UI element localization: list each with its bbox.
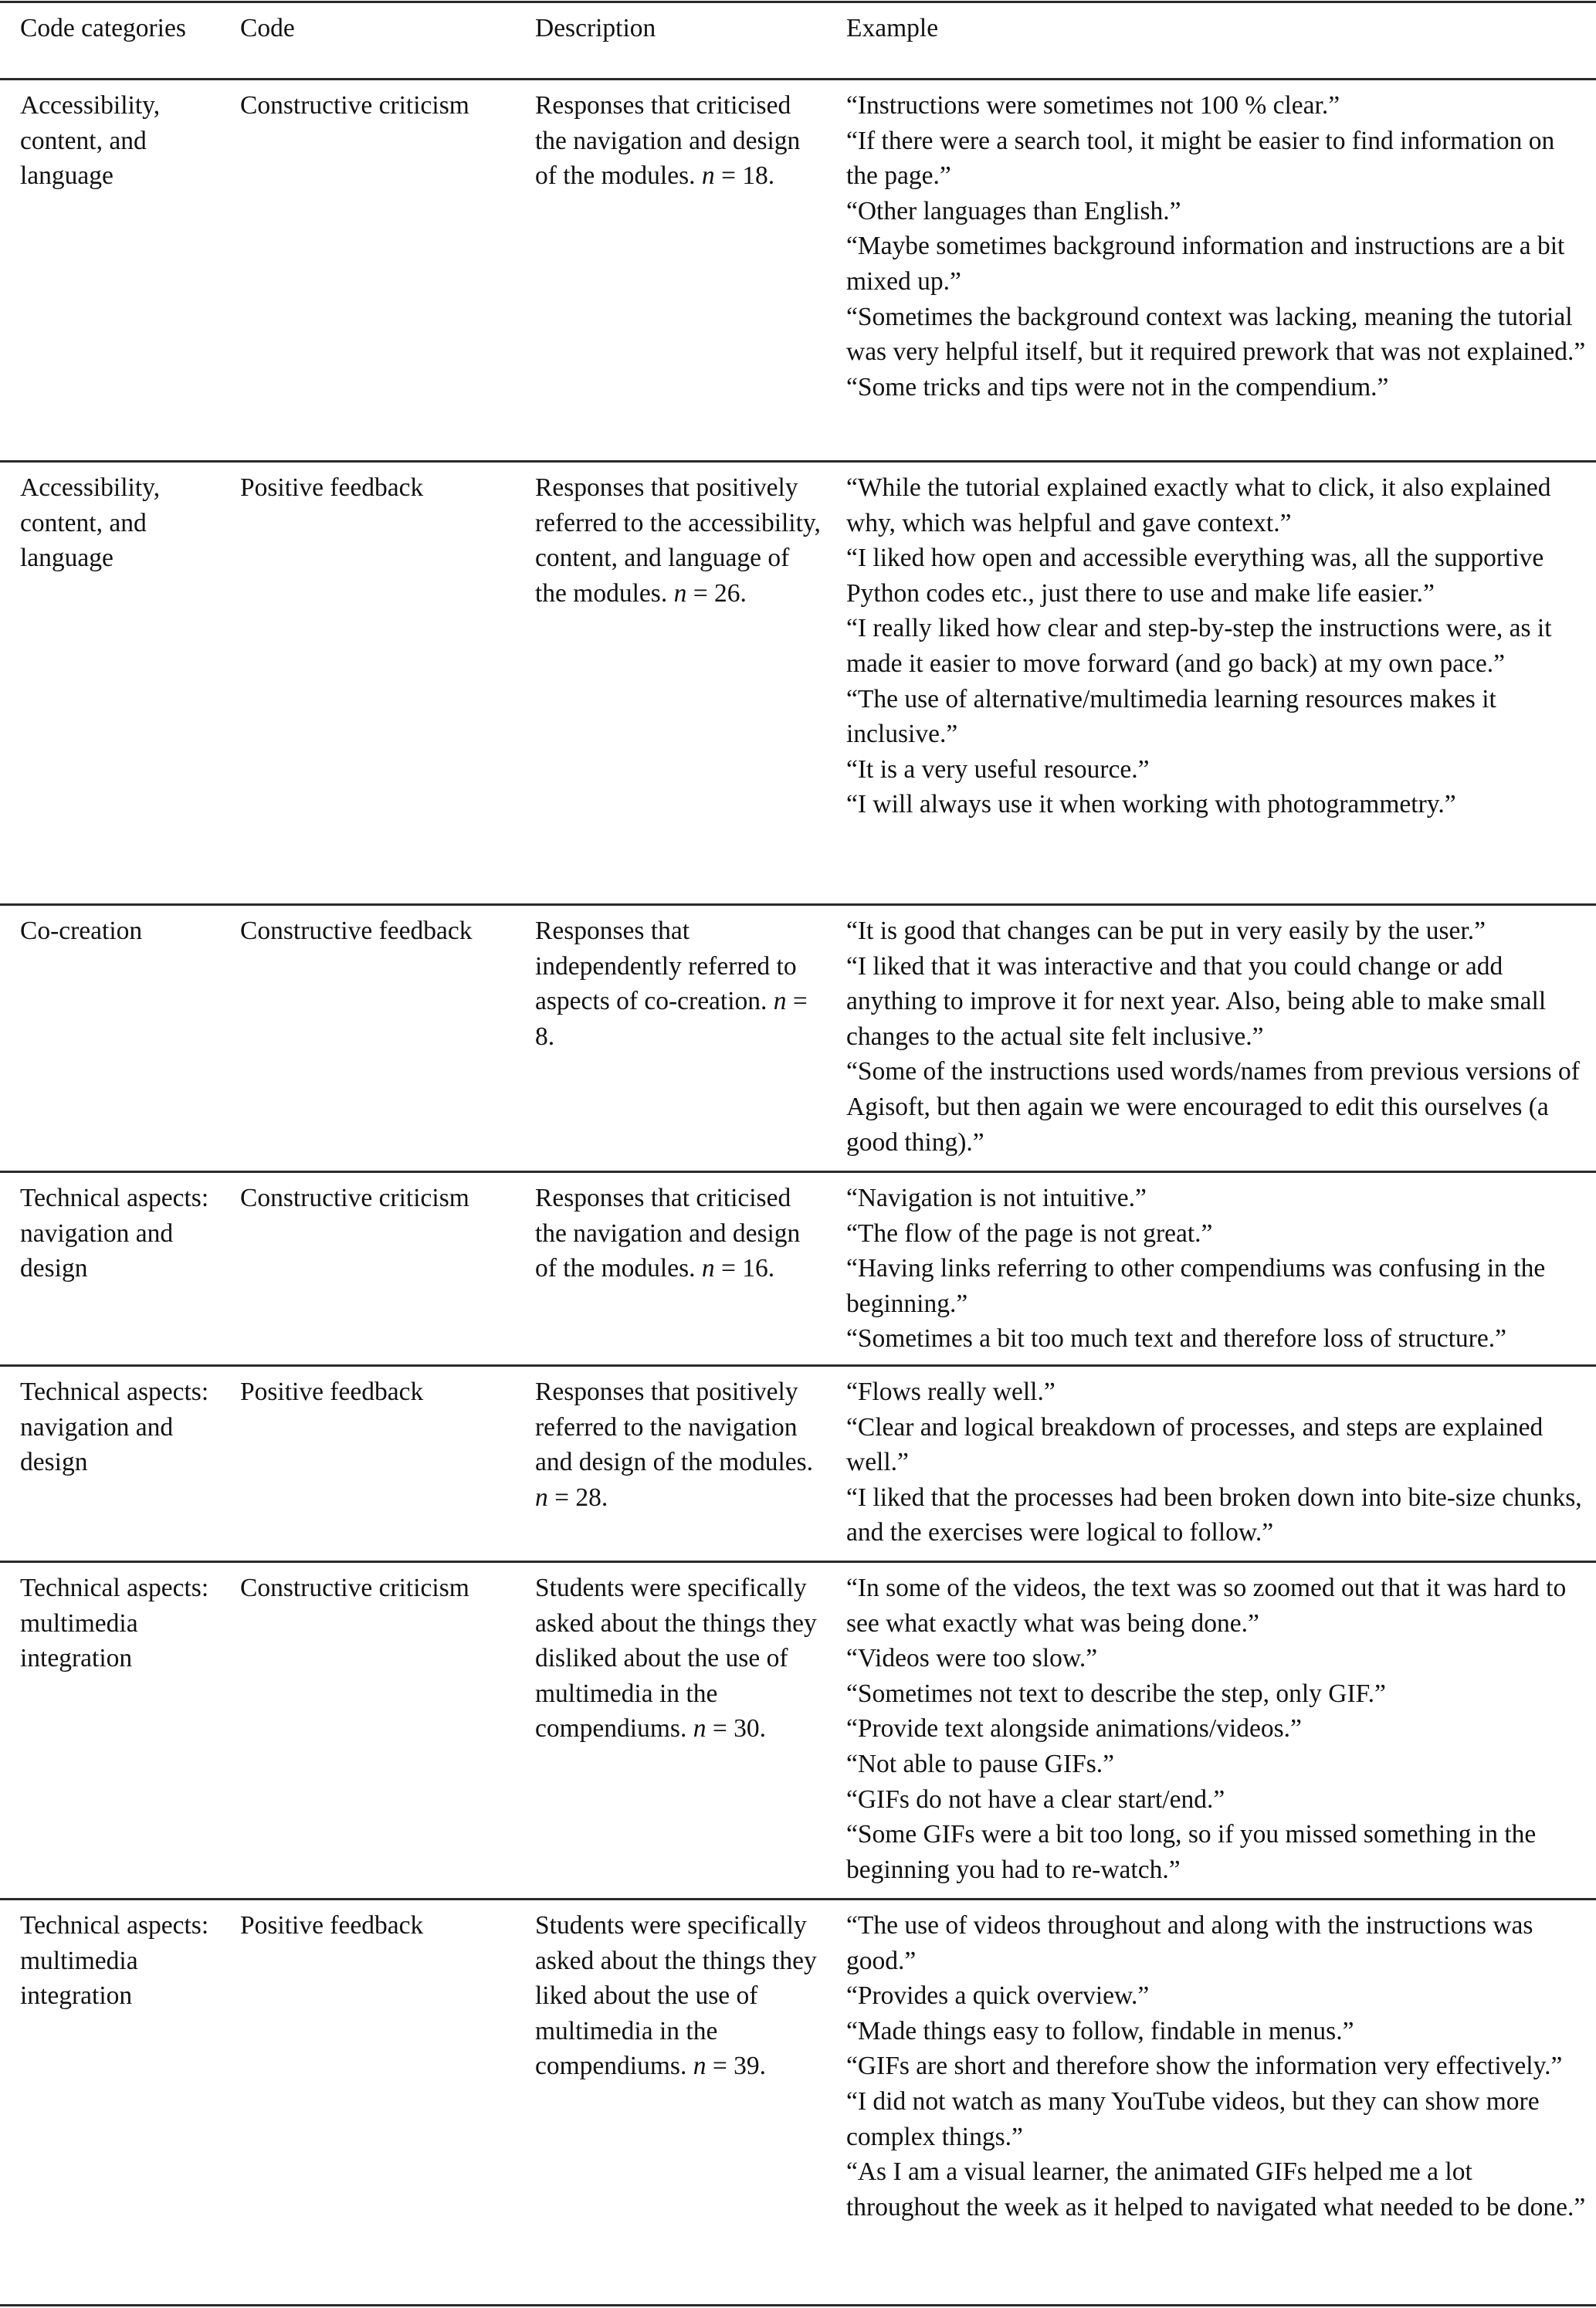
description-text: Students were specifically asked about the things they disliked about the use of multimedia in the compendiums. bbox=[535, 1574, 817, 1744]
header-code: Code bbox=[240, 14, 295, 42]
description-text: Responses that positively referred to the navigation and design of the modules. bbox=[535, 1378, 814, 1477]
feedback-codes-table bbox=[0, 1, 1596, 2306]
response-count bbox=[693, 1714, 766, 1743]
example-quote: “Flows really well.” bbox=[846, 1378, 1056, 1406]
table-header-row bbox=[0, 3, 1596, 80]
example-quote: “Some GIFs were a bit too long, so if you missed something in the beginning you had to re-watch.” bbox=[846, 1820, 1537, 1884]
code-cell: Constructive criticism bbox=[240, 1574, 469, 1602]
description-text: Responses that positively referred to the accessibility, content, and language of the modules. bbox=[535, 473, 821, 608]
response-count bbox=[702, 161, 774, 190]
description-text: Responses that criticised the navigation and design of the modules. bbox=[535, 1184, 801, 1283]
table-row bbox=[0, 1173, 1596, 1367]
description-cell bbox=[515, 1173, 826, 1364]
example-quote: “Sometimes not text to describe the step, only GIF.” bbox=[846, 1679, 1386, 1708]
code-cell: Positive feedback bbox=[240, 1378, 424, 1406]
response-count-value: = 18. bbox=[720, 161, 775, 191]
response-count-label: n bbox=[773, 987, 787, 1016]
table-row bbox=[0, 463, 1596, 906]
code-category-cell: Co-creation bbox=[20, 917, 143, 945]
example-cell bbox=[826, 906, 1596, 1171]
example-quote: “GIFs do not have a clear start/end.” bbox=[846, 1784, 1225, 1814]
response-count-label: n bbox=[701, 1254, 715, 1283]
example-quote: “Some of the instructions used words/names from previous versions of Agisoft, but then again we were encouraged to edit this ourselves (a good thing).” bbox=[846, 1057, 1580, 1157]
example-quote: “Made things easy to follow, findable in menus.” bbox=[846, 2016, 1354, 2045]
example-quote: “It is a very useful resource.” bbox=[846, 754, 1150, 784]
example-quote: “I really liked how clear and step-by-step the instructions were, as it made it easier to move forward (and go back) at my own pace.” bbox=[846, 614, 1552, 678]
code-cell: Constructive criticism bbox=[240, 1184, 469, 1212]
header-code-categories: Code categories bbox=[20, 14, 186, 42]
example-cell bbox=[826, 1563, 1596, 1898]
code-category-cell: Technical aspects: multimedia integration bbox=[20, 1911, 209, 2011]
example-quote: “GIFs are short and therefore show the information very effectively.” bbox=[846, 2052, 1563, 2081]
description-cell bbox=[515, 463, 826, 903]
code-category-cell: Technical aspects: navigation and design bbox=[20, 1378, 209, 1477]
example-quote: “I will always use it when working with photogrammetry.” bbox=[846, 790, 1456, 819]
table-row bbox=[0, 1900, 1596, 2306]
example-quote: “Navigation is not intuitive.” bbox=[846, 1184, 1147, 1212]
code-cell: Constructive criticism bbox=[240, 91, 469, 120]
header-description: Description bbox=[535, 14, 656, 42]
example-quote: “While the tutorial explained exactly what to click, it also explained why, which was helpful and gave context.” bbox=[846, 473, 1551, 537]
response-count bbox=[702, 1254, 774, 1283]
response-count-value: = 30. bbox=[712, 1714, 766, 1744]
example-quote: “Other languages than English.” bbox=[846, 196, 1181, 225]
description-cell bbox=[515, 906, 826, 1171]
example-quote: “Provides a quick overview.” bbox=[846, 1981, 1150, 2011]
example-quote: “Having links referring to other compendiums was confusing in the beginning.” bbox=[846, 1254, 1546, 1318]
response-count-value: = 26. bbox=[693, 578, 747, 608]
response-count-label: n bbox=[701, 161, 715, 191]
example-cell bbox=[826, 1173, 1596, 1364]
example-quote: “Provide text alongside animations/videos.” bbox=[846, 1714, 1302, 1744]
description-cell bbox=[515, 1367, 826, 1561]
table-body bbox=[0, 80, 1596, 2306]
response-count-label: n bbox=[693, 2052, 707, 2081]
example-quote: “If there were a search tool, it might be easier to find information on the page.” bbox=[846, 126, 1555, 191]
table-row bbox=[0, 1563, 1596, 1900]
response-count-value: = 39. bbox=[712, 2052, 766, 2081]
example-quote: “It is good that changes can be put in very easily by the user.” bbox=[846, 917, 1486, 945]
response-count-label: n bbox=[673, 578, 687, 608]
response-count-value: = 16. bbox=[720, 1254, 775, 1283]
example-quote: “The flow of the page is not great.” bbox=[846, 1218, 1213, 1248]
response-count bbox=[535, 1483, 608, 1512]
code-category-cell: Accessibility, content, and language bbox=[20, 473, 161, 573]
example-cell bbox=[826, 80, 1596, 460]
example-quote: “Not able to pause GIFs.” bbox=[846, 1749, 1115, 1778]
example-cell bbox=[826, 1367, 1596, 1561]
code-cell: Positive feedback bbox=[240, 473, 424, 502]
example-quote: “Some tricks and tips were not in the compendium.” bbox=[846, 372, 1389, 402]
example-quote: “Clear and logical breakdown of processes, and steps are explained well.” bbox=[846, 1412, 1543, 1477]
header-example: Example bbox=[846, 14, 939, 42]
example-quote: “I did not watch as many YouTube videos, but they can show more complex things.” bbox=[846, 2086, 1540, 2151]
example-quote: “I liked how open and accessible everything was, all the supportive Python codes etc., just there to use and make life easier.” bbox=[846, 544, 1544, 608]
example-cell bbox=[826, 463, 1596, 903]
response-count bbox=[674, 579, 747, 608]
example-quote: “As I am a visual learner, the animated GIFs helped me a lot throughout the week as it helped to navigated what needed to be done.” bbox=[846, 2157, 1586, 2222]
example-quote: “Videos were too slow.” bbox=[846, 1644, 1098, 1673]
response-count-label: n bbox=[693, 1714, 707, 1744]
example-quote: “Sometimes a bit too much text and therefore loss of structure.” bbox=[846, 1324, 1506, 1354]
table-row bbox=[0, 1367, 1596, 1563]
response-count-value: = 8. bbox=[535, 987, 808, 1051]
code-cell: Positive feedback bbox=[240, 1911, 424, 1940]
code-category-cell: Technical aspects: navigation and design bbox=[20, 1184, 209, 1283]
table-row bbox=[0, 80, 1596, 463]
code-category-cell: Technical aspects: multimedia integration bbox=[20, 1574, 209, 1673]
response-count-value: = 28. bbox=[554, 1483, 608, 1512]
example-quote: “The use of videos throughout and along with the instructions was good.” bbox=[846, 1911, 1533, 1975]
example-quote: “The use of alternative/multimedia learning resources makes it inclusive.” bbox=[846, 684, 1496, 749]
example-quote: “Sometimes the background context was lacking, meaning the tutorial was very helpful itself, but it required prework that was not explained.” bbox=[846, 302, 1586, 367]
description-text: Responses that criticised the navigation and design of the modules. bbox=[535, 91, 801, 191]
example-quote: “I liked that the processes had been broken down into bite-size chunks, and the exercises were logical to follow.” bbox=[846, 1483, 1582, 1547]
description-cell bbox=[515, 1563, 826, 1898]
example-quote: “Instructions were sometimes not 100 % clear.” bbox=[846, 91, 1340, 120]
table-row bbox=[0, 906, 1596, 1173]
example-cell bbox=[826, 1900, 1596, 2304]
description-text: Students were specifically asked about the things they liked about the use of multimedia in the compendiums. bbox=[535, 1911, 817, 2081]
code-cell: Constructive feedback bbox=[240, 917, 473, 945]
example-quote: “In some of the videos, the text was so zoomed out that it was hard to see what exactly what was being done.” bbox=[846, 1574, 1567, 1638]
description-cell bbox=[515, 1900, 826, 2304]
response-count bbox=[693, 2052, 766, 2080]
example-quote: “I liked that it was interactive and that you could change or add anything to improve it for next year. Also, being able to make small changes to the actual site felt inclusive.” bbox=[846, 951, 1547, 1051]
description-cell bbox=[515, 80, 826, 460]
code-category-cell: Accessibility, content, and language bbox=[20, 91, 161, 191]
example-quote: “Maybe sometimes background information and instructions are a bit mixed up.” bbox=[846, 232, 1565, 296]
description-text: Responses that independently referred to aspects of co-creation. bbox=[535, 917, 797, 1016]
response-count-label: n bbox=[535, 1483, 548, 1512]
